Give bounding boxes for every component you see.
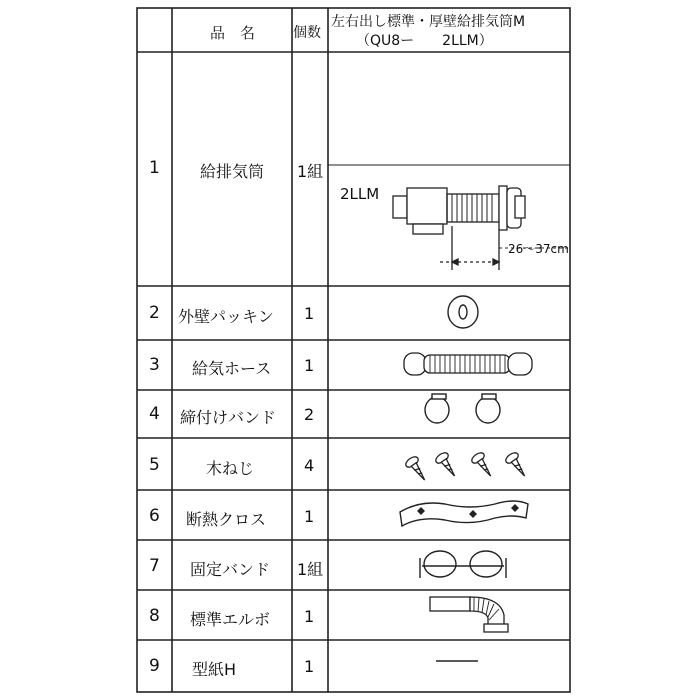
row-5-qty: 4	[304, 456, 315, 475]
row-5-name: 木ねじ	[206, 459, 255, 478]
fixing-band-icon	[420, 551, 506, 578]
row-7-qty: 1組	[297, 560, 324, 579]
row-6-qty: 1	[304, 507, 315, 526]
drawing-model-label: 2LLM	[340, 185, 380, 203]
insulation-cloth-icon	[400, 501, 528, 526]
row-1-name: 給排気筒	[200, 162, 265, 181]
row-8-qty: 1	[304, 607, 315, 626]
row-3-no: 3	[149, 355, 160, 375]
hose-icon	[404, 353, 532, 375]
row-6-no: 6	[149, 506, 160, 526]
row-3-qty: 1	[304, 356, 315, 375]
wood-screw-icon	[404, 451, 530, 484]
row-4-qty: 2	[304, 405, 315, 424]
row-5-no: 5	[149, 455, 160, 475]
header-qty: 個数	[293, 25, 321, 41]
drawing-dimension: 26〜37cm	[508, 242, 569, 256]
row-1-no: 1	[149, 158, 160, 178]
header-name: 品 名	[210, 24, 256, 42]
row-8-no: 8	[149, 606, 160, 626]
elbow-icon	[430, 597, 508, 632]
row-6-name: 断熱クロス	[186, 510, 267, 529]
row-4-name: 締付けバンド	[180, 408, 277, 427]
pipe-assembly-icon	[393, 186, 568, 270]
row-2-name: 外壁パッキン	[178, 307, 274, 326]
row-9-name: 型紙H	[192, 660, 237, 679]
row-8-name: 標準エルボ	[190, 610, 271, 629]
header-model-line2: （QU8ー 2LLM）	[356, 33, 493, 49]
row-3-name: 給気ホース	[192, 359, 272, 378]
gasket-icon	[448, 296, 478, 328]
band-clamp-icon	[425, 394, 500, 423]
row-7-name: 固定バンド	[190, 560, 271, 579]
row-9-qty: 1	[304, 657, 315, 676]
row-2-qty: 1	[304, 304, 315, 323]
row-1-qty: 1組	[297, 162, 324, 181]
row-7-no: 7	[149, 556, 160, 576]
row-9-no: 9	[149, 656, 160, 676]
row-4-no: 4	[149, 404, 160, 424]
row-2-no: 2	[149, 303, 160, 323]
header-model-line1: 左右出し標準・厚壁給排気筒M	[331, 14, 526, 30]
